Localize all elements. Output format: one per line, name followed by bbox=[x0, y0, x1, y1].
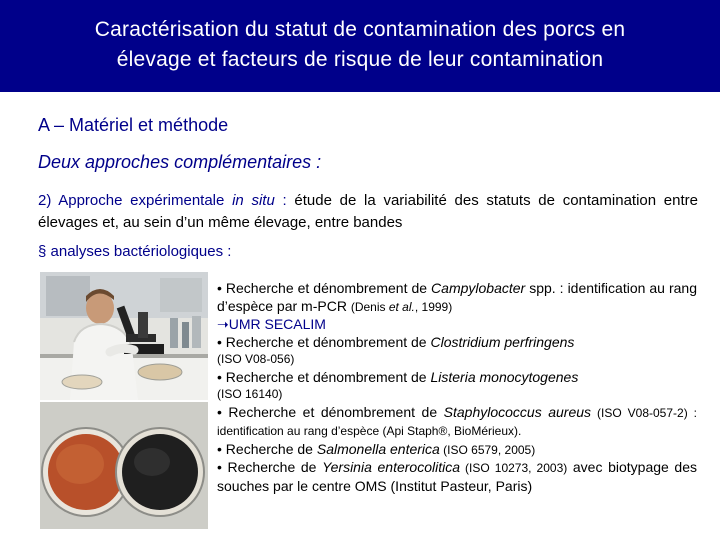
bacteriological-analyses-list bbox=[217, 280, 697, 495]
umr-secalim-note: ➝UMR SECALIM bbox=[217, 316, 326, 332]
petri-dishes-photo bbox=[40, 402, 208, 529]
page-title-line-2: élevage et facteurs de risque de leur contamination bbox=[116, 48, 604, 71]
list-item-yersinia: • Recherche de Yersinia enterocolitica (ISO 10273, 2003) avec biotypage des souches par le centre OMS (Institut Pasteur, Paris) bbox=[217, 459, 697, 494]
section-subtitle: Deux approches complémentaires : bbox=[38, 152, 322, 172]
reference-clostridium: (ISO V08-056) bbox=[217, 352, 295, 366]
lab-technician-photo bbox=[40, 272, 208, 400]
reference-listeria: (ISO 16140) bbox=[217, 387, 283, 401]
page-title-line-1: Caractérisation du statut de contamination des porcs en bbox=[94, 18, 626, 41]
title-banner bbox=[0, 0, 720, 92]
list-item-clostridium: • Recherche et dénombrement de Clostridium perfringens bbox=[217, 333, 575, 350]
list-item-listeria: • Recherche et dénombrement de Listeria monocytogenes bbox=[217, 368, 579, 385]
list-item-salmonella: • Recherche de Salmonella enterica (ISO 6579, 2005) bbox=[217, 440, 536, 457]
reference: (Denis et al., 1999) bbox=[350, 299, 453, 314]
approach-lead: 2) Approche expérimentale in situ : bbox=[38, 192, 287, 209]
section-heading: A – Matériel et méthode bbox=[38, 115, 229, 135]
list-item-campylobacter: • Recherche et dénombrement de Campylobacter spp. : identification au rang d’espèce par m-PCR (Denis et al., 1999) bbox=[217, 280, 697, 314]
analyses-heading: § analyses bactériologiques : bbox=[38, 243, 232, 260]
approach-paragraph bbox=[38, 190, 698, 234]
approach-text: étude de la variabilité des statuts de contamination entre élevages et, au sein d’un même élevage, entre bandes bbox=[38, 192, 698, 231]
list-item-staphylococcus: • Recherche et dénombrement de Staphylococcus aureus (ISO V08-057-2) : identification au rang d’espèce (Api Staph®, BioMérieux). bbox=[217, 403, 697, 438]
